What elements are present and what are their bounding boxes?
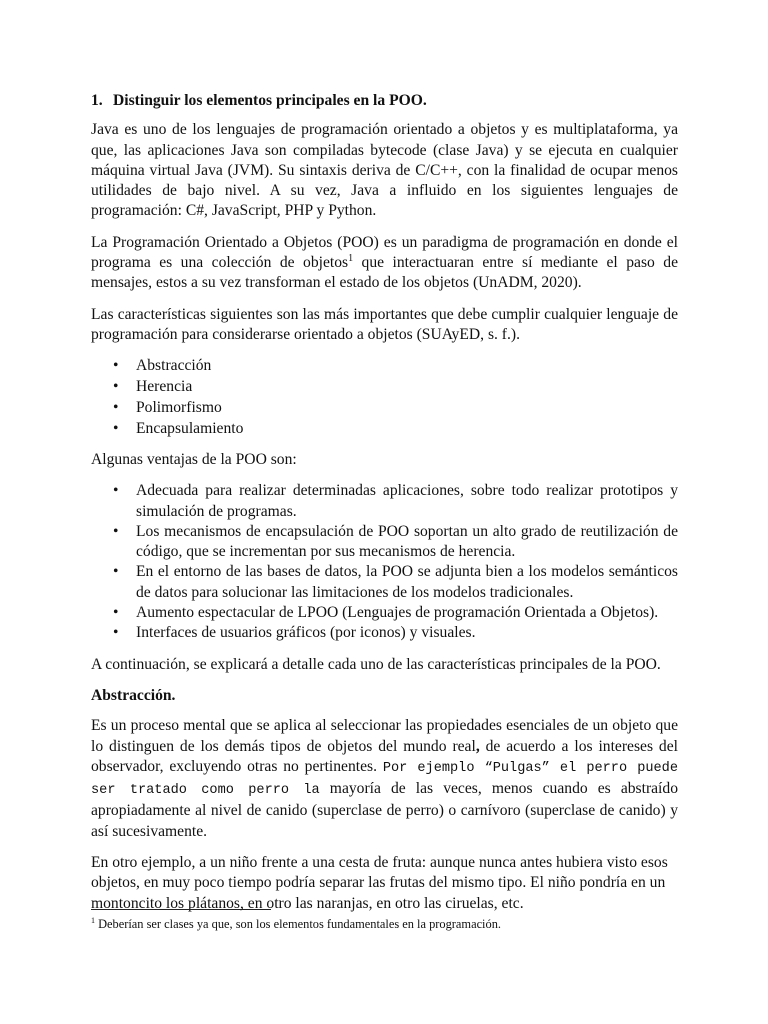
heading-number: 1. (91, 92, 103, 109)
continuacion-paragraph: A continuación, se explicará a detalle cada uno de las características principales de la POO. (91, 655, 661, 673)
list-item (91, 603, 678, 623)
bullet-icon: • (113, 563, 119, 581)
footnote (91, 917, 678, 932)
list-item-text: Polimorfismo (136, 398, 222, 416)
abstraccion-heading: Abstracción. (91, 686, 176, 704)
list-item (91, 623, 678, 643)
abstraccion-bold-comma: , (475, 737, 480, 755)
list-item (91, 481, 678, 522)
abstraccion-text-part3: mayoría de las veces, menos cuando es abstraído apropiadamente al nivel de canido (superclase de perro) o carnívoro (superclase de canido) y así sucesivamente. (91, 780, 678, 840)
abstraccion-example-text: Por ejemplo “Pulgas” el perro puede ser tratado como perro la (91, 760, 678, 799)
bullet-icon: • (113, 522, 119, 540)
bullet-icon: • (113, 398, 119, 416)
ventajas-list (91, 481, 678, 643)
list-item (91, 398, 678, 418)
ventajas-intro-paragraph: Algunas ventajas de la POO son: (91, 450, 297, 468)
section-heading (91, 91, 678, 111)
poo-text-part2: que interactuaran entre sí mediante el paso de mensajes, estos a su vez transforman el estado de los objetos (UnADM, 2020). (91, 254, 678, 292)
list-item-text: En el entorno de las bases de datos, la POO se adjunta bien a los modelos semánticos de datos para solucionar las limitaciones de los modelos tradicionales. (136, 563, 678, 601)
heading-text: Distinguir los elementos principales en la POO. (113, 92, 427, 109)
abstraccion-text-part2: de acuerdo a los intereses del observador, excluyendo otras no pertinentes. (91, 737, 678, 775)
abstraccion-paragraph-2: En otro ejemplo, a un niño frente a una cesta de fruta: aunque nunca antes hubiera visto esos objetos, en muy poco tiempo podría separar las frutas del mismo tipo. El niño pondría en un montoncito los plátanos, en otro las naranjas, en otro las ciruelas, etc. (91, 854, 668, 912)
list-item-text: Adecuada para realizar determinadas aplicaciones, sobre todo realizar prototipos y simulación de programas. (136, 482, 678, 520)
bullet-icon: • (113, 624, 119, 642)
list-item (91, 562, 678, 603)
list-item-text: Herencia (136, 378, 193, 396)
bullet-icon: • (113, 604, 119, 622)
list-item (91, 419, 678, 439)
document-page (91, 91, 678, 925)
footnote-separator (91, 909, 271, 910)
abstraccion-text-part1: Es un proceso mental que se aplica al seleccionar las propiedades esenciales de un objeto que lo distinguen de los demás tipos de objetos del mundo real (91, 717, 678, 755)
features-list (91, 356, 678, 439)
footnote-text: Deberían ser clases ya que, son los elementos fundamentales en la programación. (95, 917, 501, 931)
java-paragraph: Java es uno de los lenguajes de programación orientado a objetos y es multiplataforma, ya que, las aplicaciones Java son compiladas bytecode (clase Java) y se ejecuta en cualquier máquina virtual Java (JVM). Su sintaxis deriva de C/C++, con la finalidad de ocupar menos utilidades de bajo nivel. A su vez, Java a influido en los siguientes lenguajes de programación: C#, JavaScript, PHP y Python. (91, 121, 678, 220)
list-item (91, 377, 678, 397)
list-item-text: Interfaces de usuarios gráficos (por iconos) y visuales. (136, 624, 476, 642)
abstraccion-paragraph-1 (91, 716, 678, 842)
list-item (91, 522, 678, 563)
bullet-icon: • (113, 378, 119, 396)
list-item-text: Aumento espectacular de LPOO (Lenguajes de programación Orientada a Objetos). (136, 604, 659, 622)
poo-text-part1: La Programación Orientado a Objetos (POO) es un paradigma de programación en donde el programa es una colección de objetos (91, 233, 678, 272)
list-item-text: Encapsulamiento (136, 419, 244, 437)
list-item-text: Abstracción (136, 357, 212, 375)
caracteristicas-intro-paragraph: Las características siguientes son las más importantes que debe cumplir cualquier lenguaje de programación para considerarse orientado a objetos (SUAyED, s. f.). (91, 305, 678, 343)
bullet-icon: • (113, 419, 119, 437)
list-item-text: Los mecanismos de encapsulación de POO soportan un alto grado de reutilización de código, que se incrementan por sus mecanismos de herencia. (136, 522, 678, 561)
footnote-marker: 1 (91, 915, 95, 925)
footnote-reference: 1 (348, 252, 354, 264)
poo-paragraph (91, 233, 678, 294)
list-item (91, 356, 678, 376)
bullet-icon: • (113, 357, 119, 375)
bullet-icon: • (113, 482, 119, 500)
